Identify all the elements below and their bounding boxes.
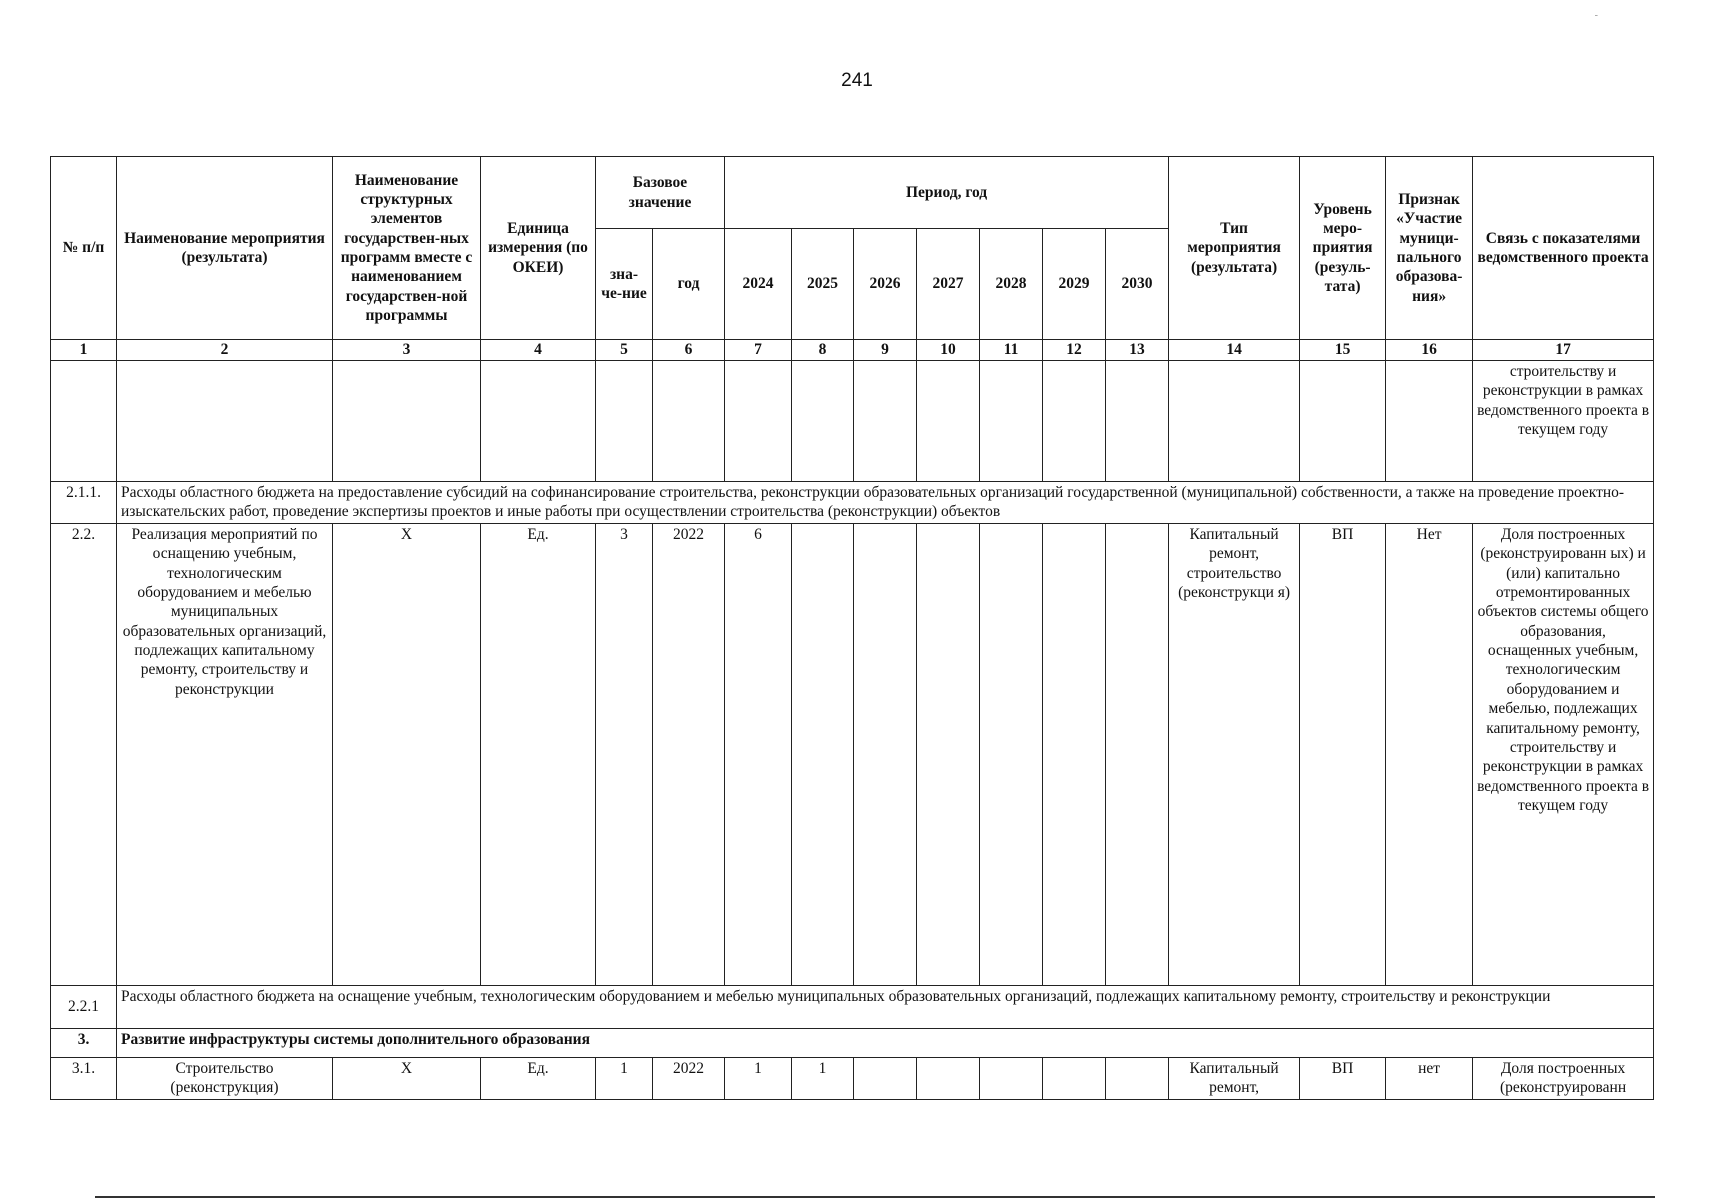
cell-2024: 1 <box>725 1057 792 1099</box>
cell-unit: Ед. <box>481 523 596 985</box>
header-period: Период, год <box>725 157 1169 229</box>
cell-struct: Х <box>333 523 481 985</box>
cell-num: 3. <box>51 1028 117 1057</box>
cell-section-text: Расходы областного бюджета на предоставление субсидий на софинансирование строительства, реконструкции образовательных организаций государственной (муниципальной) собственности, а также на проведение проектно-изыскательских работ, проведение экспертизы проектов и иные работы при осуществлении строительства (реконструкции) объектов <box>117 482 1654 524</box>
cell-num: 2.2. <box>51 523 117 985</box>
header-year-2029: 2029 <box>1043 229 1106 340</box>
col-number: 11 <box>980 340 1043 361</box>
header-level: Уровень меро-приятия (резуль-тата) <box>1300 157 1386 340</box>
header-struct: Наименование структурных элементов государствен-ных программ вместе с наименованием государствен-ной программы <box>333 157 481 340</box>
table-row-3-1 <box>51 1057 1654 1099</box>
header-base-value: зна-че-ние <box>596 229 653 340</box>
header-year-2027: 2027 <box>917 229 980 340</box>
cell-link: Доля построенных (реконструированн <box>1473 1057 1654 1099</box>
page-number: 241 <box>841 70 873 91</box>
table-row-2-2 <box>51 523 1654 985</box>
cell-type: Капитальный ремонт, <box>1169 1057 1300 1099</box>
col-number: 4 <box>481 340 596 361</box>
header-year-2024: 2024 <box>725 229 792 340</box>
col-number: 15 <box>1300 340 1386 361</box>
col-number: 16 <box>1386 340 1473 361</box>
col-number: 14 <box>1169 340 1300 361</box>
cell-sign: Нет <box>1386 523 1473 985</box>
cell-base-value: 3 <box>596 523 653 985</box>
header-year-2025: 2025 <box>792 229 854 340</box>
cell-section-text: Расходы областного бюджета на оснащение учебным, технологическим оборудованием и мебелью муниципальных образовательных организаций, подлежащих капитальному ремонту, строительству и реконструкции <box>117 985 1654 1028</box>
cell-name: Реализация мероприятий по оснащению учебным, технологическим оборудованием и мебелью муниципальных образовательных организаций, подлежащих капитальному ремонту, строительству и реконструкции <box>117 523 333 985</box>
cell-section-title: Развитие инфраструктуры системы дополнительного образования <box>117 1028 1654 1057</box>
cell-link: Доля построенных (реконструированн ых) и (или) капитально отремонтированных объектов системы общего образования, оснащенных учебным, технологическим оборудованием и мебелью, подлежащих капитальному ремонту, строительству и реконструкции в рамках ведомственного проекта в текущем году <box>1473 523 1654 985</box>
col-number: 17 <box>1473 340 1654 361</box>
cell-2024: 6 <box>725 523 792 985</box>
cell-level: ВП <box>1300 523 1386 985</box>
cell-base-year: 2022 <box>653 1057 725 1099</box>
header-base-year: год <box>653 229 725 340</box>
cell-unit: Ед. <box>481 1057 596 1099</box>
header-unit: Единица измерения (по ОКЕИ) <box>481 157 596 340</box>
program-table <box>50 156 1654 1100</box>
cell-num: 2.2.1 <box>51 985 117 1028</box>
cell-2025: 1 <box>792 1057 854 1099</box>
header-type: Тип мероприятия (результата) <box>1169 157 1300 340</box>
table-row-continuation <box>51 361 1654 482</box>
cell-name: Строительство (реконструкция) <box>117 1057 333 1099</box>
col-number: 3 <box>333 340 481 361</box>
header-year-2026: 2026 <box>854 229 917 340</box>
col-number: 12 <box>1043 340 1106 361</box>
table-row-2-1-1 <box>51 482 1654 524</box>
header-base: Базовое значение <box>596 157 725 229</box>
header-link: Связь с показателями ведомственного проекта <box>1473 157 1654 340</box>
cell-sign: нет <box>1386 1057 1473 1099</box>
cell-num: 2.1.1. <box>51 482 117 524</box>
col-number: 2 <box>117 340 333 361</box>
col-number: 9 <box>854 340 917 361</box>
col-number: 1 <box>51 340 117 361</box>
column-number-row <box>51 340 1654 361</box>
col-number: 10 <box>917 340 980 361</box>
cell-struct: Х <box>333 1057 481 1099</box>
cell-level: ВП <box>1300 1057 1386 1099</box>
col-number: 6 <box>653 340 725 361</box>
cell-base-value: 1 <box>596 1057 653 1099</box>
cell-base-year: 2022 <box>653 523 725 985</box>
header-sign: Признак «Участие муници-пального образова-ния» <box>1386 157 1473 340</box>
cell-num: 3.1. <box>51 1057 117 1099</box>
col-number: 13 <box>1106 340 1169 361</box>
header-name: Наименование мероприятия (результата) <box>117 157 333 340</box>
cell-type: Капитальный ремонт, строительство (реконструкци я) <box>1169 523 1300 985</box>
table-row-2-2-1 <box>51 985 1654 1028</box>
header-num: № п/п <box>51 157 117 340</box>
table-row-3 <box>51 1028 1654 1057</box>
col-number: 7 <box>725 340 792 361</box>
header-year-2030: 2030 <box>1106 229 1169 340</box>
header-year-2028: 2028 <box>980 229 1043 340</box>
scan-edge-line <box>95 1196 1655 1198</box>
col-number: 5 <box>596 340 653 361</box>
col-number: 8 <box>792 340 854 361</box>
cell-link: строительству и реконструкции в рамках ведомственного проекта в текущем году <box>1473 361 1654 482</box>
corner-mark: - <box>1594 10 1598 21</box>
